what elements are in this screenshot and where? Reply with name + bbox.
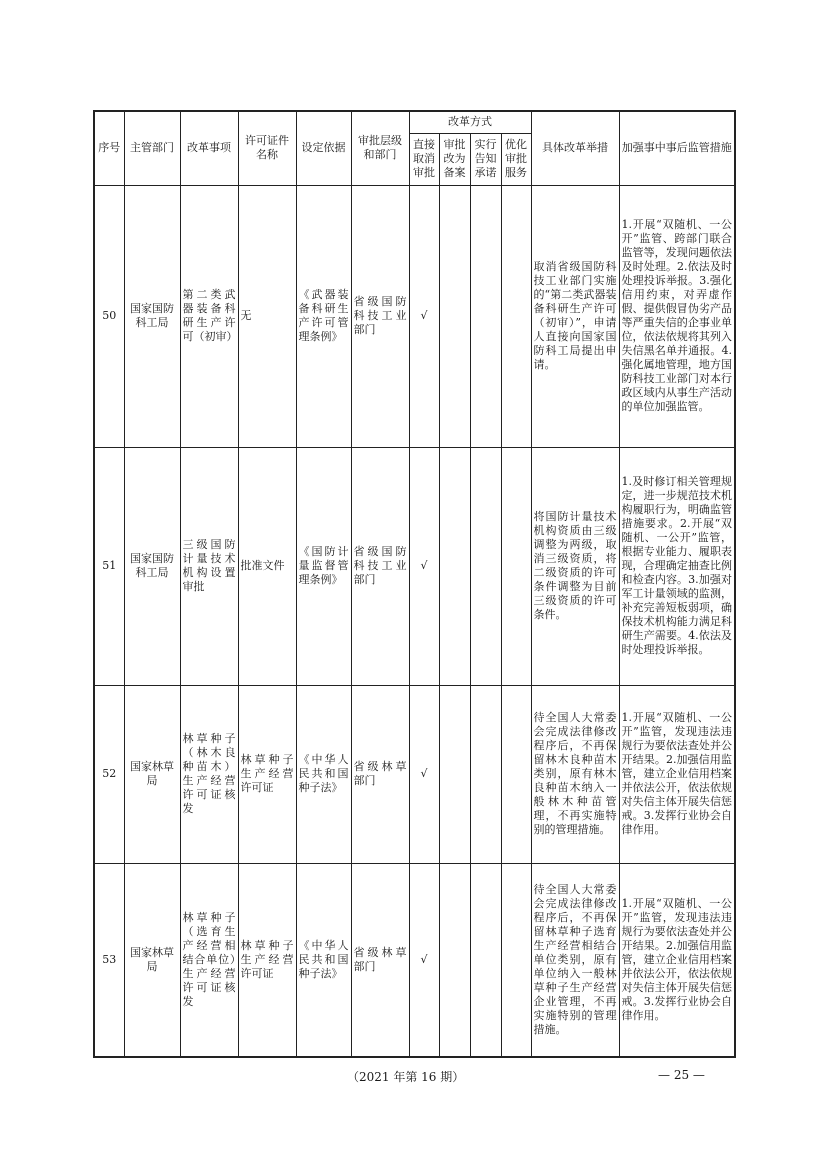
header-measures: 具体改革举措	[531, 111, 619, 185]
row-basis: 《中华人民共和国种子法》	[296, 863, 351, 1057]
row-no: 52	[94, 685, 124, 863]
header-basis: 设定依据	[296, 111, 351, 185]
row-method-cancel: √	[409, 185, 439, 447]
row-supervision: 1.开展“双随机、一公开”监管、跨部门联合监管等，发现问题依法及时处理。2.依法及时处理投诉举报。3.强化信用约束，对弄虚作假、提供假冒伪劣产品等严重失信的企事业单位，依法依规将其列入失信黑名单并通报。4.强化属地管理，地方国防科技工业部门对本行政区域内从事生产活动的单位加强监管。	[619, 185, 735, 447]
row-method-notify	[470, 685, 501, 863]
row-measures: 待全国人大常委会完成法律修改程序后，不再保留林草种子选育生产经营相结合单位类别，原有单位纳入一般林草种子生产经营企业管理，不再实施特别的管理措施。	[531, 863, 619, 1057]
row-method-optimize	[501, 863, 531, 1057]
row-license: 无	[238, 185, 296, 447]
header-dept: 主管部门	[124, 111, 180, 185]
row-method-optimize	[501, 447, 531, 685]
row-method-filing	[439, 863, 470, 1057]
row-measures: 取消省级国防科技工业部门实施的“第二类武器装备科研生产许可（初审）”，申请人直接向国家国防科工局提出申请。	[531, 185, 619, 447]
row-method-filing	[439, 185, 470, 447]
row-method-notify	[470, 863, 501, 1057]
reform-table	[93, 110, 736, 1058]
row-supervision: 1.开展“双随机、一公开”监管，发现违法违规行为要依法查处并公开结果。2.加强信用监管，建立企业信用档案并依法公开，依法依规对失信主体开展失信惩戒。3.发挥行业协会自律作用。	[619, 863, 735, 1057]
row-method-filing	[439, 685, 470, 863]
row-method-filing	[439, 447, 470, 685]
row-license: 林草种子生产经营许可证	[238, 863, 296, 1057]
row-method-optimize	[501, 685, 531, 863]
header-method: 改革方式	[409, 111, 531, 133]
table-row	[94, 685, 735, 863]
row-no: 51	[94, 447, 124, 685]
row-level: 省级国防科技工业部门	[351, 185, 409, 447]
row-supervision: 1.及时修订相关管理规定，进一步规范技术机构履职行为，明确监管措施要求。2.开展“双随机、一公开”监管，根据专业能力、履职表现，合理确定抽查比例和检查内容。3.加强对军工计量领域的监测，补充完善短板弱项，确保技术机构能力满足科研生产需要。4.依法及时处理投诉举报。	[619, 447, 735, 685]
header-method-optimize: 优化审批服务	[501, 133, 531, 185]
header-no: 序号	[94, 111, 124, 185]
header-method-notify: 实行告知承诺	[470, 133, 501, 185]
row-method-notify	[470, 185, 501, 447]
table-row	[94, 447, 735, 685]
header-level: 审批层级和部门	[351, 111, 409, 185]
header-method-filing: 审批改为备案	[439, 133, 470, 185]
row-license: 批准文件	[238, 447, 296, 685]
row-method-cancel: √	[409, 447, 439, 685]
row-dept: 国家林草局	[124, 863, 180, 1057]
row-method-optimize	[501, 185, 531, 447]
row-measures: 将国防计量技术机构资质由三级调整为两级，取消三级资质，将二级资质的许可条件调整为目前三级资质的许可条件。	[531, 447, 619, 685]
row-level: 省级林草部门	[351, 685, 409, 863]
row-dept: 国家国防科工局	[124, 185, 180, 447]
row-level: 省级林草部门	[351, 863, 409, 1057]
row-basis: 《武器装备科研生产许可管理条例》	[296, 185, 351, 447]
row-method-cancel: √	[409, 863, 439, 1057]
header-item: 改革事项	[180, 111, 238, 185]
header-license: 许可证件名称	[238, 111, 296, 185]
row-item: 第二类武器装备科研生产许可（初审）	[180, 185, 238, 447]
row-item: 林草种子（林木良种苗木）生产经营许可证核发	[180, 685, 238, 863]
row-measures: 待全国人大常委会完成法律修改程序后，不再保留林木良种苗木类别，原有林木良种苗木纳入一般林木种苗管理，不再实施特别的管理措施。	[531, 685, 619, 863]
row-basis: 《国防计量监督管理条例》	[296, 447, 351, 685]
row-level: 省级国防科技工业部门	[351, 447, 409, 685]
row-no: 50	[94, 185, 124, 447]
issue-label: （2021 年第 16 期）	[347, 1070, 465, 1084]
row-supervision: 1.开展“双随机、一公开”监管，发现违法违规行为要依法查处并公开结果。2.加强信用监管，建立企业信用档案并依法公开，依法依规对失信主体开展失信惩戒。3.发挥行业协会自律作用。	[619, 685, 735, 863]
row-license: 林草种子生产经营许可证	[238, 685, 296, 863]
row-basis: 《中华人民共和国种子法》	[296, 685, 351, 863]
row-dept: 国家国防科工局	[124, 447, 180, 685]
row-no: 53	[94, 863, 124, 1057]
row-item: 三级国防计量技术机构设置审批	[180, 447, 238, 685]
row-method-cancel: √	[409, 685, 439, 863]
header-supervision: 加强事中事后监管措施	[619, 111, 735, 185]
row-item: 林草种子（选育生产经营相结合单位）生产经营许可证核发	[180, 863, 238, 1057]
table-row	[94, 863, 735, 1057]
table-row	[94, 185, 735, 447]
header-method-cancel: 直接取消审批	[409, 133, 439, 185]
page-number: — 25 —	[658, 1068, 705, 1082]
row-method-notify	[470, 447, 501, 685]
row-dept: 国家林草局	[124, 685, 180, 863]
